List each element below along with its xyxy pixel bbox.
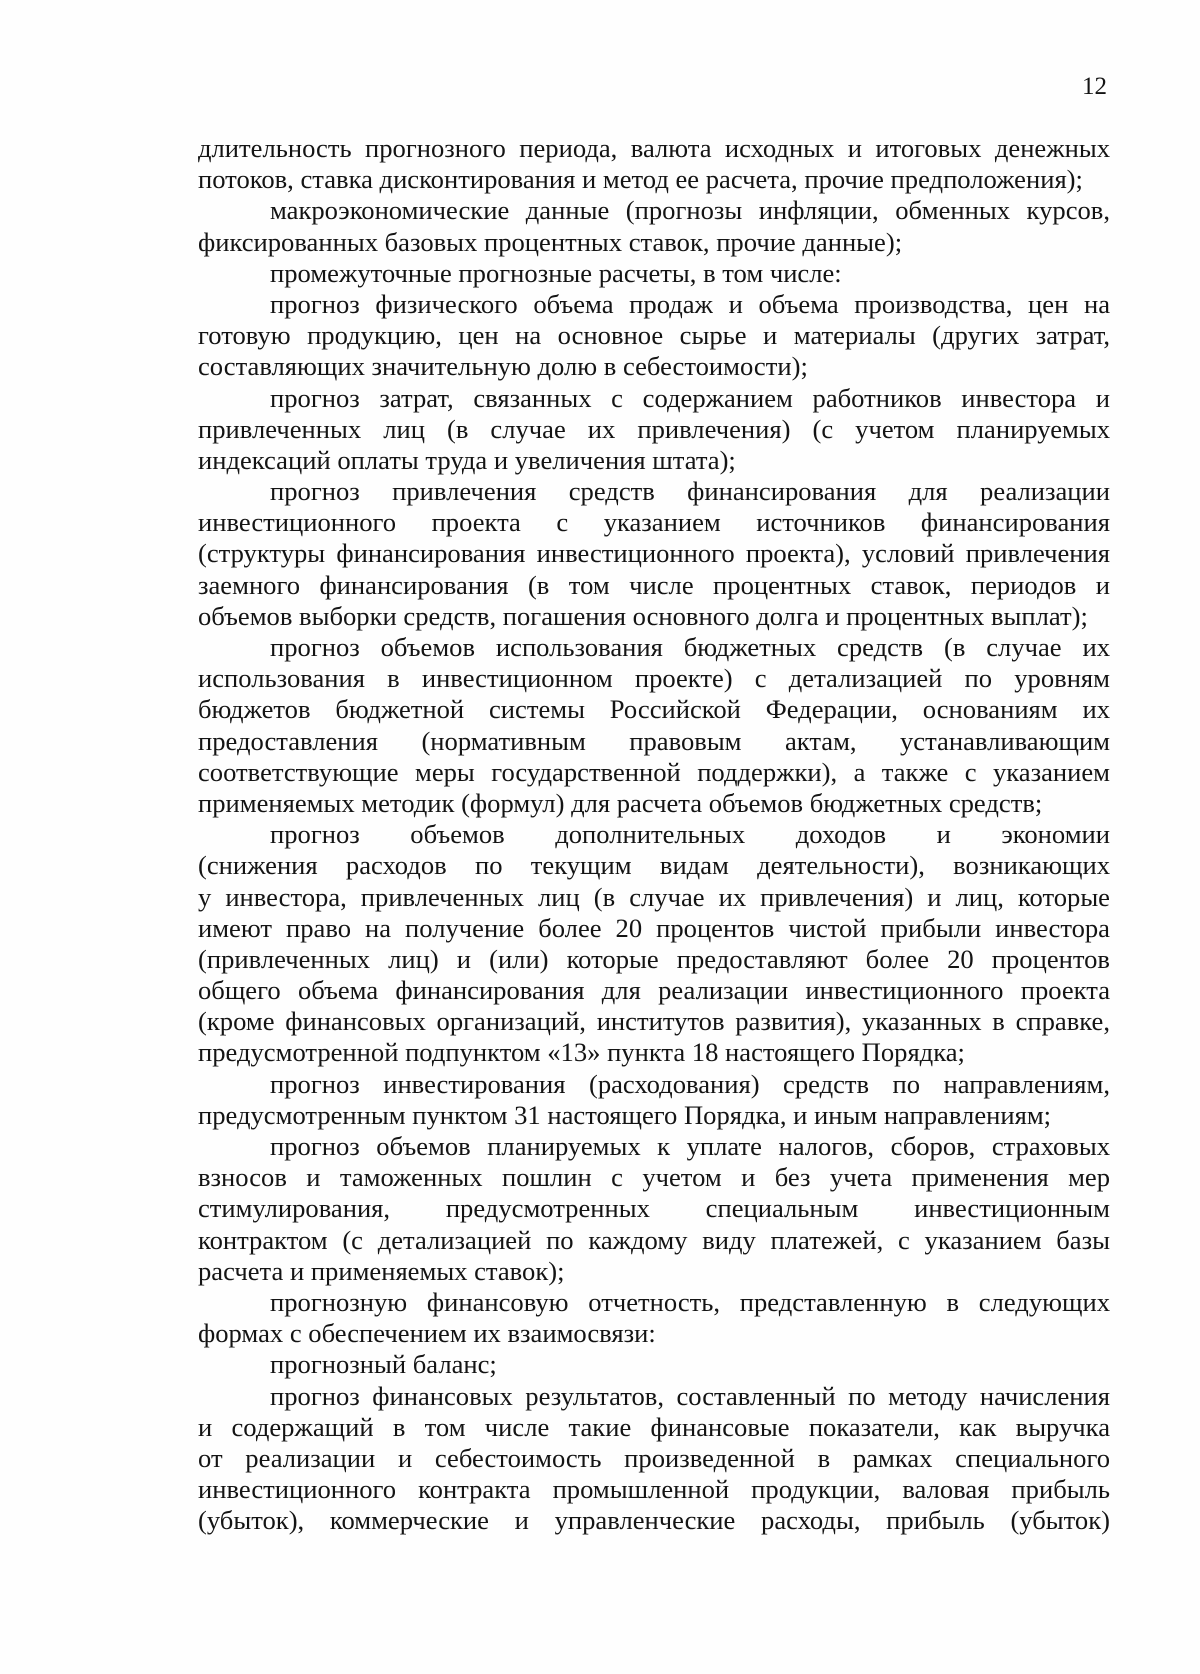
text-line: инвестиционного проекта с указанием источников финансирования xyxy=(198,507,1110,538)
text-line: прогнозный баланс; xyxy=(270,1349,497,1380)
text-line: макроэкономические данные (прогнозы инфляции, обменных курсов, xyxy=(270,195,1110,226)
text-line: объемов выборки средств, погашения основного долга и процентных выплат); xyxy=(198,600,1088,631)
text-line: (снижения расходов по текущим видам деятельности), возникающих xyxy=(198,850,1110,881)
text-line: от реализации и себестоимость произведенной в рамках специального xyxy=(198,1442,1110,1473)
text-line: стимулирования, предусмотренных специальным инвестиционным xyxy=(198,1193,1110,1224)
text-line: прогноз объемов дополнительных доходов и экономии xyxy=(270,819,1110,850)
text-line: у инвестора, привлеченных лиц (в случае их привлечения) и лиц, которые xyxy=(198,881,1110,912)
text-line: фиксированных базовых процентных ставок, прочие данные); xyxy=(198,226,903,257)
page-number: 12 xyxy=(1082,73,1107,100)
text-line: расчета и применяемых ставок); xyxy=(198,1255,565,1286)
text-line: прогноз инвестирования (расходования) средств по направлениям, xyxy=(270,1068,1110,1099)
text-line: предусмотренной подпунктом «13» пункта 18 настоящего Порядка; xyxy=(198,1037,965,1068)
text-line: (кроме финансовых организаций, институтов развития), указанных в справке, xyxy=(198,1006,1110,1037)
text-line: инвестиционного контракта промышленной продукции, валовая прибыль xyxy=(198,1474,1110,1505)
text-line: заемного финансирования (в том числе процентных ставок, периодов и xyxy=(198,569,1110,600)
text-line: прогноз объемов использования бюджетных средств (в случае их xyxy=(270,632,1110,662)
body-text xyxy=(198,133,1110,1536)
text-line: составляющих значительную долю в себестоимости); xyxy=(198,351,808,382)
text-line: длительность прогнозного периода, валюта исходных и итоговых денежных xyxy=(198,133,1110,163)
text-line: привлеченных лиц (в случае их привлечения) (с учетом планируемых xyxy=(198,413,1110,444)
text-line: общего объема финансирования для реализации инвестиционного проекта xyxy=(198,975,1110,1006)
text-line: имеют право на получение более 20 процентов чистой прибыли инвестора xyxy=(198,912,1110,943)
text-line: (убыток), коммерческие и управленческие расходы, прибыль (убыток) xyxy=(198,1505,1110,1536)
text-line: применяемых методик (формул) для расчета объемов бюджетных средств; xyxy=(198,787,1043,818)
text-line: прогноз физического объема продаж и объема производства, цен на xyxy=(270,288,1110,319)
text-line: использования в инвестиционном проекте) с детализацией по уровням xyxy=(198,663,1110,694)
text-line: прогнозную финансовую отчетность, представленную в следующих xyxy=(270,1286,1110,1317)
text-line: прогноз объемов планируемых к уплате налогов, сборов, страховых xyxy=(270,1131,1110,1161)
text-line: промежуточные прогнозные расчеты, в том числе: xyxy=(270,257,842,288)
text-line: индексаций оплаты труда и увеличения штата); xyxy=(198,444,736,475)
text-line: (структуры финансирования инвестиционного проекта), условий привлечения xyxy=(198,538,1110,569)
text-line: контрактом (с детализацией по каждому виду платежей, с указанием базы xyxy=(198,1224,1110,1255)
text-line: соответствующие меры государственной поддержки), а также с указанием xyxy=(198,756,1110,787)
text-line: бюджетов бюджетной системы Российской Федерации, основаниям их xyxy=(198,694,1110,725)
text-line: формах с обеспечением их взаимосвязи: xyxy=(198,1318,656,1349)
text-line: потоков, ставка дисконтирования и метод ее расчета, прочие предположения); xyxy=(198,164,1083,195)
text-line: взносов и таможенных пошлин с учетом и без учета применения мер xyxy=(198,1162,1110,1193)
text-line: прогноз затрат, связанных с содержанием работников инвестора и xyxy=(270,382,1110,413)
text-line: предусмотренным пунктом 31 настоящего Порядка, и иным направлениям; xyxy=(198,1099,1052,1130)
text-line: прогноз привлечения средств финансирования для реализации xyxy=(270,476,1110,507)
text-line: и содержащий в том числе такие финансовые показатели, как выручка xyxy=(198,1411,1110,1442)
text-line: прогноз финансовых результатов, составленный по методу начисления xyxy=(270,1380,1110,1411)
text-line: готовую продукцию, цен на основное сырье и материалы (других затрат, xyxy=(198,320,1110,351)
text-line: предоставления (нормативным правовым актам, устанавливающим xyxy=(198,725,1110,756)
text-line: (привлеченных лиц) и (или) которые предоставляют более 20 процентов xyxy=(198,943,1110,974)
